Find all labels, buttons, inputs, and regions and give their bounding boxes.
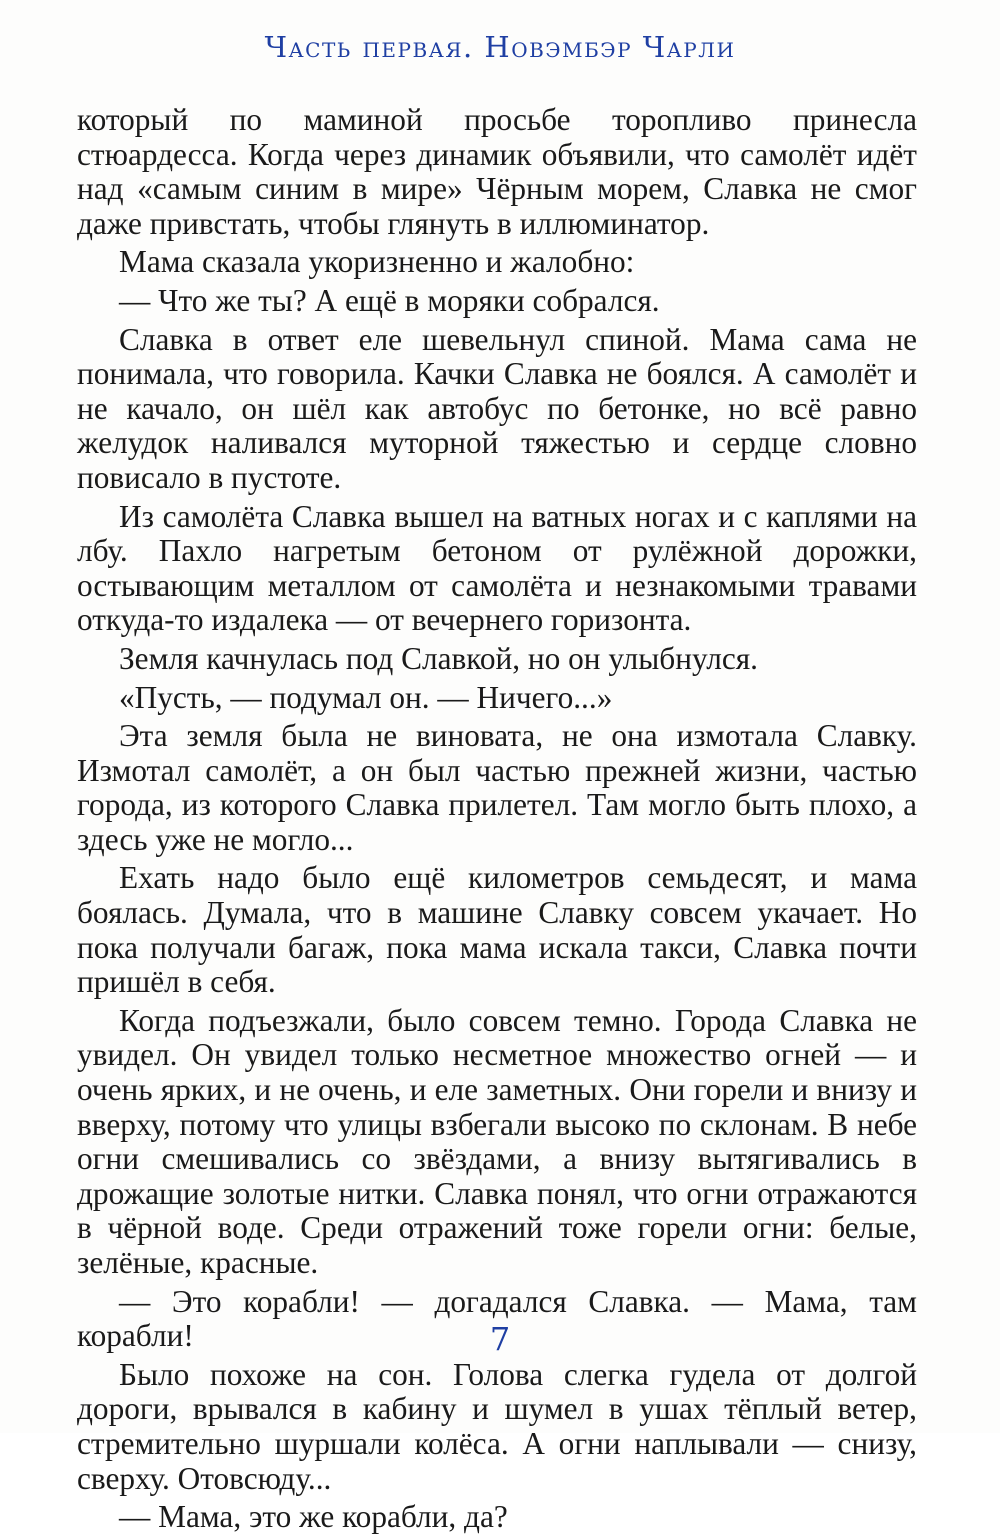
paragraph: Мама сказала укоризненно и жалобно:	[119, 244, 635, 280]
paragraph: Было похоже на сон. Голова слегка гудела от долгой дороги, врывался в кабину и шумел в ушах тёплый ветер, стремительно шуршали колёса. А огни наплывали — снизу, сверху. Отовсюду...	[77, 1356, 917, 1496]
paragraph: Ехать надо было ещё километров семьдесят, и мама боялась. Думала, что в машине Славку совсем укачает. Но пока получали багаж, пока мама искала такси, Славка почти пришёл в себя.	[77, 860, 917, 1000]
page-number: 7	[489, 1320, 511, 1358]
paragraph: Эта земля была не виновата, не она измотала Славку. Измотал самолёт, а он был частью прежней жизни, частью города, из которого Славка прилетел. Там могло быть плохо, а здесь уже не могло...	[77, 718, 917, 857]
paragraph: Когда подъезжали, было совсем темно. Города Славка не увидел. Он увидел только несметное множество огней — и очень ярких, и не очень, и еле заметных. Они горели и внизу и вверху, потому что улицы взбегали высоко по склонам. В небе огни смешивались со звёздами, а внизу вытягивались в дрожащие золотые нитки. Славка понял, что огни отражаются в чёрной воде. Среди отражений тоже горели огни: белые, зелёные, красные.	[77, 1002, 917, 1280]
running-head: Часть первая. Новэмбэр Чарли	[264, 30, 736, 64]
paragraph: «Пусть, — подумал он. — Ничего...»	[119, 679, 613, 715]
paragraph: который по маминой просьбе торопливо принесла стюардесса. Когда через динамик объявили, что самолёт идёт над «самым синим в мире» Чёрным морем, Славка не смог даже привстать, чтобы глянуть в иллюминатор.	[77, 102, 917, 241]
paragraph: — Мама, это же корабли, да?	[119, 1499, 508, 1535]
paragraph: Славка в ответ еле шевельнул спиной. Мама сама не понимала, что говорила. Качки Славка не боялся. А самолёт и не качало, он шёл как автобус по бетонке, но всё равно желудок наливался муторной тяжестью и сердце словно повисало в пустоте.	[77, 321, 917, 495]
paragraph: Из самолёта Славка вышел на ватных ногах и с каплями на лбу. Пахло нагретым бетоном от рулёжной дорожки, остывающим металлом от самолёта и незнакомыми травами откуда-то издалека — от вечернего горизонта.	[77, 498, 917, 638]
paragraph: — Это корабли! — догадался Славка. — Мама, там корабли!	[77, 1283, 917, 1354]
paragraph: Земля качнулась под Славкой, но он улыбнулся.	[119, 640, 758, 676]
paragraph: — Что же ты? А ещё в моряки собрался.	[119, 282, 660, 318]
